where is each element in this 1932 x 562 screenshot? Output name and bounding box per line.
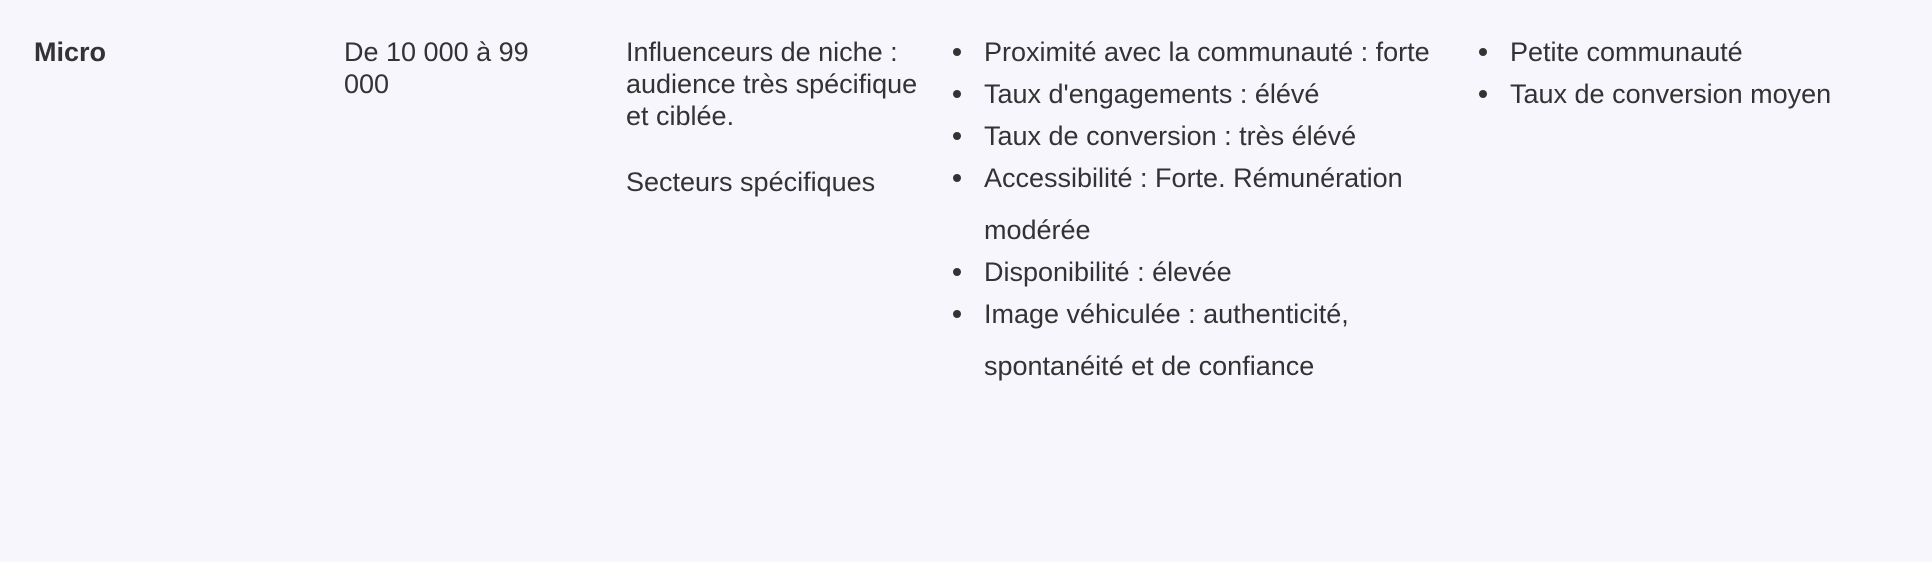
bullet-icon (953, 132, 961, 140)
description-paragraph: Secteurs spécifiques (626, 167, 876, 197)
list-item-text: Disponibilité : élevée (984, 257, 1232, 287)
bullet-icon (1479, 48, 1487, 56)
disadvantages-cell (1476, 36, 1916, 120)
bullet-icon (953, 90, 961, 98)
followers-range-cell: De 10 000 à 99 000 (344, 37, 529, 99)
advantages-cell (950, 36, 1450, 392)
list-item-text: Proximité avec la communauté : forte (984, 37, 1430, 67)
advantages-list (950, 26, 1450, 392)
list-item-text: Taux de conversion : très élévé (984, 121, 1357, 151)
bullet-icon (953, 310, 961, 318)
bullet-icon (953, 48, 961, 56)
list-item-text: Taux de conversion moyen (1510, 79, 1832, 109)
list-item-text: Petite communauté (1510, 37, 1743, 67)
bullet-icon (953, 174, 961, 182)
disadvantages-list (1476, 26, 1916, 120)
bullet-icon (953, 268, 961, 276)
list-item (950, 288, 1450, 392)
list-item-text: Image véhiculée : authenticité, spontanéité et de confiance (984, 299, 1349, 381)
category-cell: Micro (34, 37, 107, 67)
list-item-text: Accessibilité : Forte. Rémunération modérée (984, 163, 1403, 245)
bullet-icon (1479, 90, 1487, 98)
description-paragraph: Influenceurs de niche : audience très spécifique et ciblée. (626, 37, 918, 131)
list-item (950, 152, 1450, 256)
list-item-text: Taux d'engagements : élévé (984, 79, 1320, 109)
list-item (1476, 68, 1916, 120)
description-cell (626, 36, 926, 198)
